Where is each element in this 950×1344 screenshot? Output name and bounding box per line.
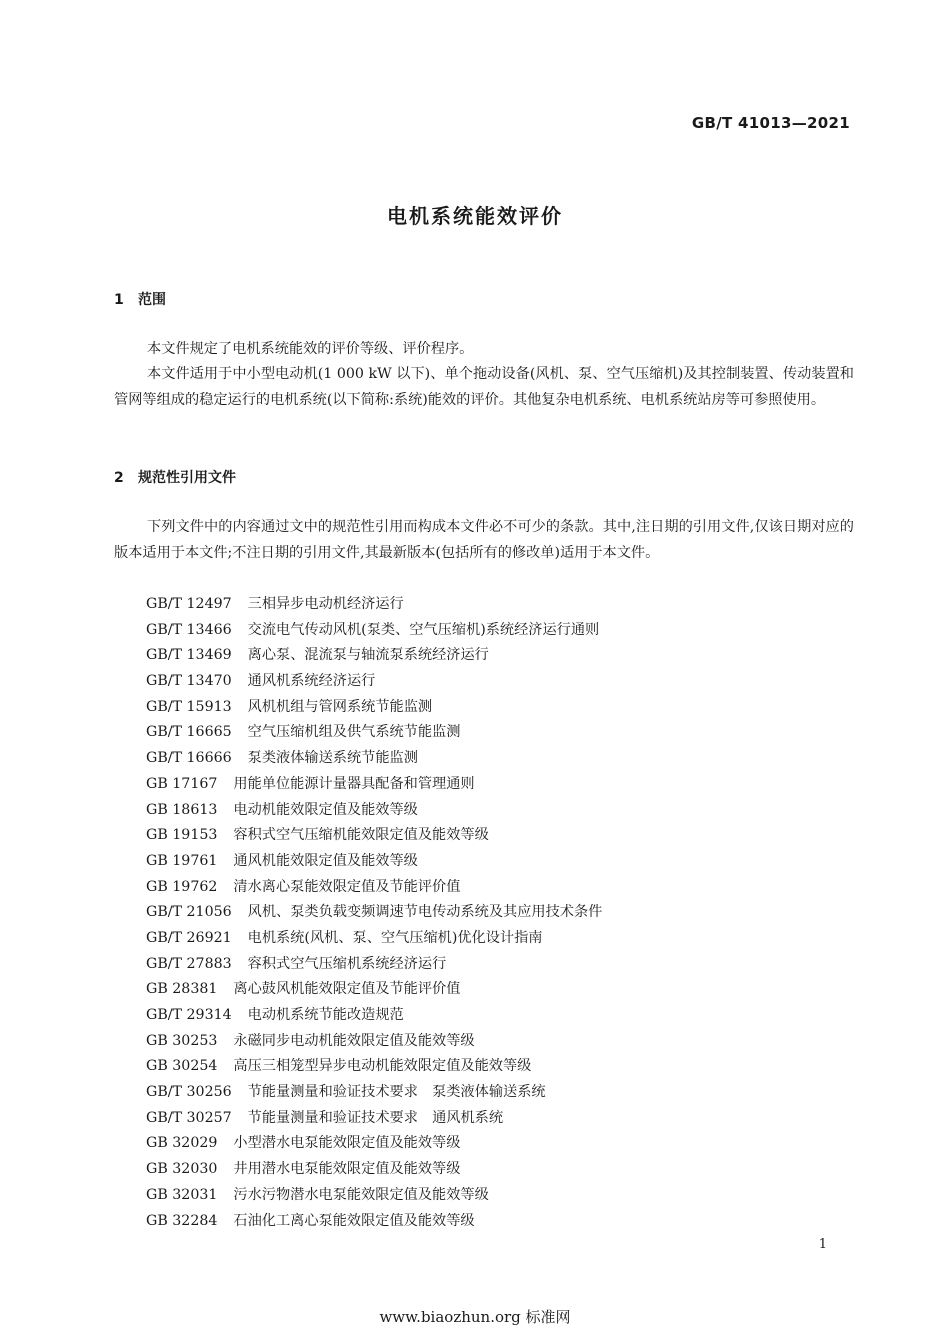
- section-2-heading: [114, 467, 236, 487]
- reference-code: GB 19153: [146, 827, 218, 844]
- reference-code: GB 32284: [146, 1212, 218, 1229]
- standard-number: GB/T 41013—2021: [691, 114, 850, 132]
- reference-title: 空气压缩机组及供气系统节能监测: [247, 724, 461, 741]
- reference-title: 节能量测量和验证技术要求 通风机系统: [247, 1109, 504, 1126]
- reference-code: GB/T 30256: [146, 1084, 232, 1101]
- reference-title: 石油化工离心泵能效限定值及能效等级: [233, 1212, 475, 1229]
- reference-item: [146, 1131, 602, 1157]
- reference-title: 离心鼓风机能效限定值及节能评价值: [233, 981, 461, 998]
- reference-code: GB 32030: [146, 1161, 218, 1178]
- reference-title: 节能量测量和验证技术要求 泵类液体输送系统: [247, 1084, 546, 1101]
- reference-title: 电动机系统节能改造规范: [247, 1007, 404, 1023]
- reference-item: [146, 1157, 602, 1183]
- reference-item: [146, 669, 602, 695]
- reference-item: [146, 798, 602, 824]
- reference-title: 通风机能效限定值及能效等级: [233, 852, 418, 869]
- section-1-title: 范围: [138, 292, 166, 308]
- reference-item: [146, 823, 602, 849]
- reference-code: GB/T 29314: [146, 1007, 232, 1023]
- reference-item: [146, 746, 602, 772]
- reference-item: [146, 900, 602, 926]
- reference-item: [146, 592, 602, 618]
- reference-title: 井用潜水电泵能效限定值及能效等级: [233, 1161, 461, 1178]
- reference-item: [146, 618, 602, 644]
- reference-title: 风机、泵类负载变频调速节电传动系统及其应用技术条件: [247, 904, 603, 921]
- section-2-title: 规范性引用文件: [138, 470, 236, 486]
- reference-title: 电机系统(风机、泵、空气压缩机)优化设计指南: [247, 929, 543, 946]
- section-1-paragraph-1: 本文件规定了电机系统能效的评价等级、评价程序。: [147, 341, 474, 357]
- reference-code: GB 30253: [146, 1032, 218, 1049]
- reference-title: 电动机能效限定值及能效等级: [233, 801, 418, 818]
- reference-item: [146, 772, 602, 798]
- reference-title: 交流电气传动风机(泵类、空气压缩机)系统经济运行通则: [247, 621, 600, 638]
- reference-code: GB 19762: [146, 878, 218, 895]
- reference-item: [146, 643, 602, 669]
- reference-code: GB 19761: [146, 852, 218, 869]
- reference-item: [146, 1183, 602, 1209]
- reference-code: GB/T 30257: [146, 1109, 232, 1126]
- reference-code: GB/T 21056: [146, 904, 232, 921]
- reference-item: [146, 977, 602, 1003]
- reference-item: [146, 849, 602, 875]
- section-2-number: 2: [114, 470, 124, 486]
- reference-code: GB/T 27883: [146, 955, 232, 972]
- reference-title: 风机机组与管网系统节能监测: [247, 698, 433, 715]
- document-title: 电机系统能效评价: [387, 204, 563, 228]
- reference-code: GB/T 13469: [146, 647, 232, 664]
- reference-code: GB 17167: [146, 775, 218, 792]
- reference-item: [146, 1080, 602, 1106]
- reference-title: 污水污物潜水电泵能效限定值及能效等级: [233, 1186, 489, 1203]
- reference-item: [146, 695, 602, 721]
- reference-title: 通风机系统经济运行: [247, 673, 376, 690]
- reference-title: 容积式空气压缩机系统经济运行: [247, 955, 447, 972]
- page-number: 1: [818, 1237, 827, 1252]
- section-2-intro: 下列文件中的内容通过文中的规范性引用而构成本文件必不可少的条款。其中,注日期的引用文件,仅该日期对应的版本适用于本文件;不注日期的引用文件,其最新版本(包括所有的修改单)适用于本文件。: [114, 519, 854, 561]
- reference-code: GB/T 15913: [146, 698, 232, 715]
- reference-title: 三相异步电动机经济运行: [247, 596, 404, 612]
- reference-title: 容积式空气压缩机能效限定值及能效等级: [233, 827, 489, 844]
- reference-item: [146, 720, 602, 746]
- reference-code: GB 18613: [146, 801, 218, 818]
- reference-title: 高压三相笼型异步电动机能效限定值及能效等级: [233, 1058, 532, 1075]
- reference-item: [146, 1054, 602, 1080]
- section-1-paragraph-2: 本文件适用于中小型电动机(1 000 kW 以下)、单个拖动设备(风机、泵、空气压缩机)及其控制装置、传动装置和管网等组成的稳定运行的电机系统(以下简称:系统)能效的评价。其他复杂电机系统、电机系统站房等可参照使用。: [114, 366, 854, 408]
- reference-item: [146, 1003, 602, 1029]
- reference-code: GB/T 26921: [146, 929, 232, 946]
- reference-title: 泵类液体输送系统节能监测: [247, 750, 418, 767]
- reference-code: GB/T 13470: [146, 673, 232, 690]
- reference-item: [146, 1106, 602, 1132]
- reference-code: GB 28381: [146, 981, 218, 998]
- reference-code: GB 32031: [146, 1186, 218, 1203]
- reference-list: [146, 592, 602, 1234]
- reference-item: [146, 926, 602, 952]
- reference-title: 离心泵、混流泵与轴流泵系统经济运行: [247, 647, 489, 664]
- reference-item: [146, 952, 602, 978]
- section-1-heading: [114, 289, 166, 309]
- reference-code: GB/T 13466: [146, 621, 232, 638]
- reference-code: GB/T 16665: [146, 724, 232, 741]
- reference-code: GB/T 16666: [146, 750, 232, 767]
- reference-item: [146, 1029, 602, 1055]
- reference-item: [146, 875, 602, 901]
- reference-title: 清水离心泵能效限定值及节能评价值: [233, 878, 461, 895]
- reference-title: 用能单位能源计量器具配备和管理通则: [233, 775, 475, 792]
- reference-title: 小型潜水电泵能效限定值及能效等级: [233, 1135, 461, 1152]
- reference-item: [146, 1209, 602, 1235]
- reference-code: GB/T 12497: [146, 596, 232, 612]
- footer-watermark: www.biaozhun.org 标准网: [379, 1308, 571, 1326]
- reference-code: GB 32029: [146, 1135, 218, 1152]
- section-1-number: 1: [114, 292, 124, 308]
- reference-title: 永磁同步电动机能效限定值及能效等级: [233, 1032, 475, 1049]
- reference-code: GB 30254: [146, 1058, 218, 1075]
